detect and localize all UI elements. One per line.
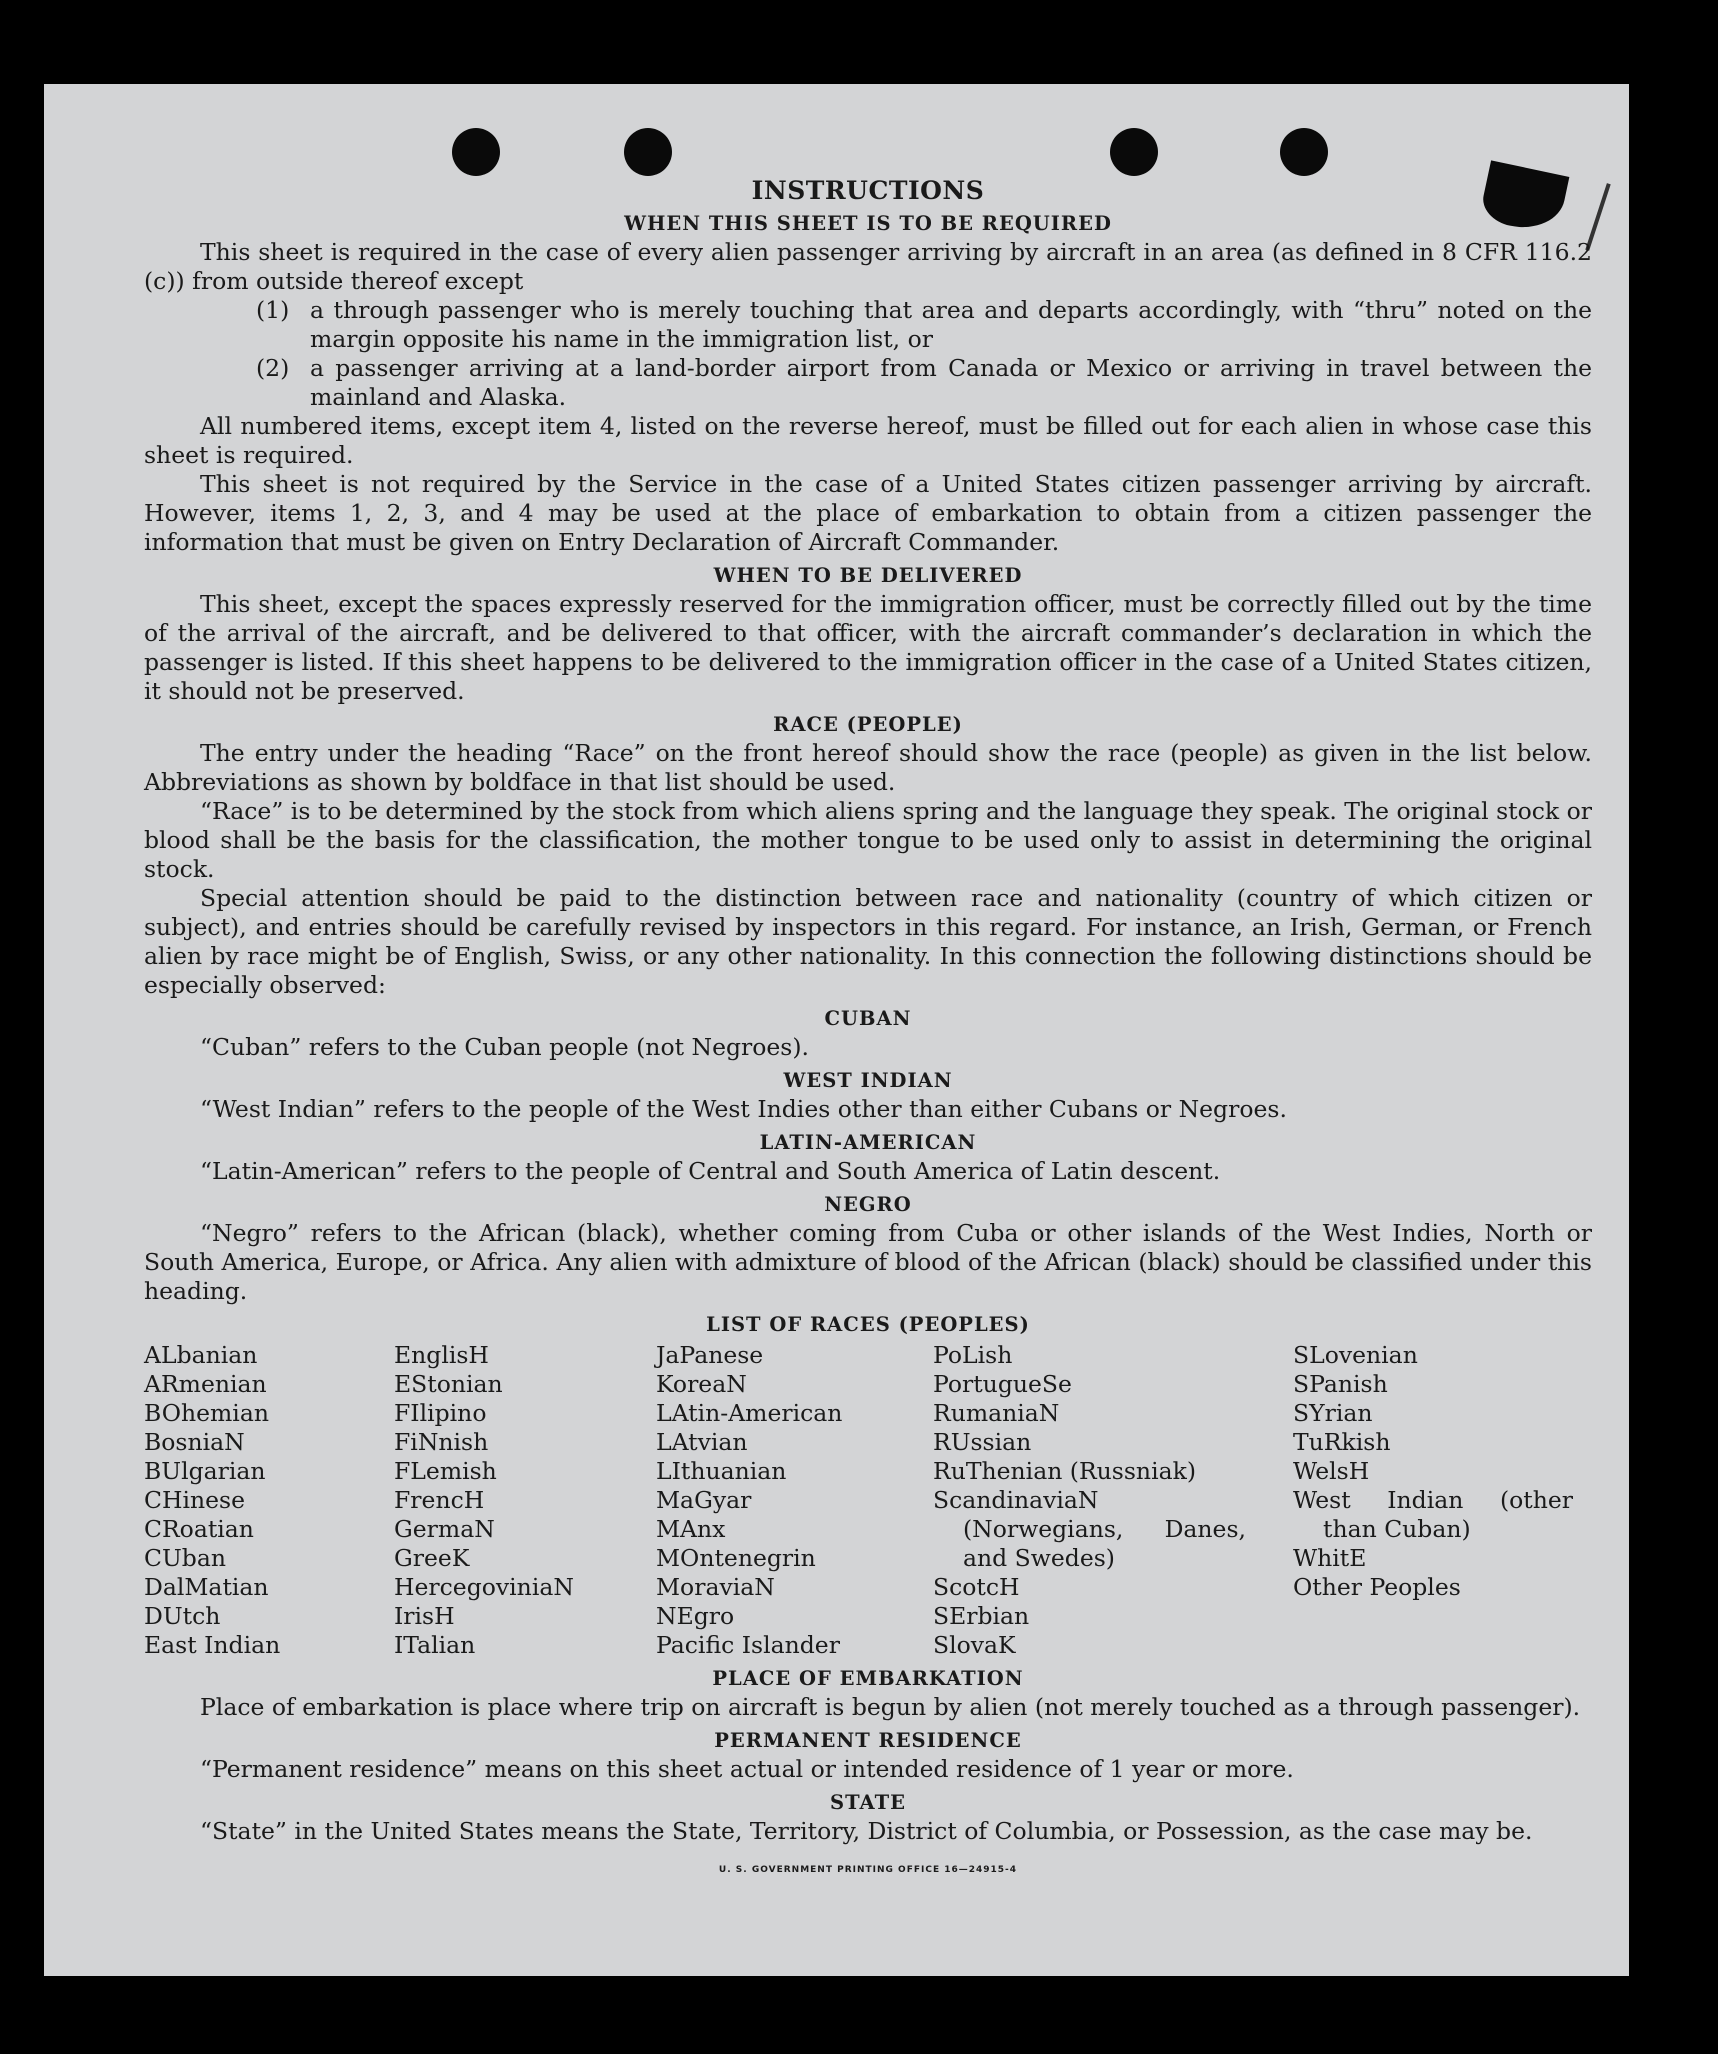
race-item: CHinese — [144, 1486, 245, 1514]
race-item: ALbanian — [144, 1341, 258, 1369]
race-item: LAtvian — [656, 1428, 748, 1456]
paragraph: This sheet, except the spaces expressly reserved for the immigration officer, must be correctly filled out by the time of the arrival of the aircraft, and be delivered to that officer, with the aircraft commander’s declaration in which the passenger is listed. If this sheet happens to be delivered to the immigration officer in the case of a United States citizen, it should not be preserved. — [144, 590, 1592, 705]
section-heading: WEST INDIAN — [783, 1069, 953, 1092]
race-item: ScotcH — [933, 1573, 1020, 1601]
race-column — [144, 1341, 394, 1660]
race-item: GermaN — [394, 1515, 495, 1543]
race-item: GreeK — [394, 1544, 470, 1572]
punch-hole — [1280, 128, 1328, 176]
race-item: TuRkish — [1293, 1428, 1391, 1456]
punch-hole — [1110, 128, 1158, 176]
race-item: FIlipino — [394, 1399, 487, 1427]
printer-imprint: U. S. GOVERNMENT PRINTING OFFICE 16—24915-4 — [718, 1865, 1018, 1875]
paragraph: All numbered items, except item 4, listed on the reverse hereof, must be filled out for each alien in whose case this sheet is required. — [144, 412, 1592, 469]
race-item: ITalian — [394, 1631, 476, 1659]
item-text: a through passenger who is merely touching that area and departs accordingly, with “thru” noted on the margin opposite his name in the immigration list, or — [310, 296, 1592, 353]
race-item: FrencH — [394, 1486, 485, 1514]
race-item: WhitE — [1293, 1544, 1367, 1572]
list-item — [256, 354, 1592, 412]
race-item: FLemish — [394, 1457, 497, 1485]
race-item: DalMatian — [144, 1573, 269, 1601]
paragraph: “Race” is to be determined by the stock from which aliens spring and the language they speak. The original stock or blood shall be the basis for the classification, the mother tongue to be used only to assist in determining the original stock. — [144, 797, 1592, 883]
race-item: DUtch — [144, 1602, 221, 1630]
race-item: PortugueSe — [933, 1370, 1072, 1398]
item-text: a passenger arriving at a land-border airport from Canada or Mexico or arriving in travel between the mainland and Alaska. — [310, 354, 1592, 411]
race-item: MAnx — [656, 1515, 726, 1543]
race-item: RumaniaN — [933, 1399, 1060, 1427]
paragraph: The entry under the heading “Race” on the front hereof should show the race (people) as given in the list below. Abbreviations as shown by boldface in that list should be used. — [144, 739, 1592, 796]
paragraph: “Latin-American” refers to the people of Central and South America of Latin descent. — [200, 1157, 1221, 1185]
paragraph: This sheet is not required by the Service in the case of a United States citizen passenger arriving by aircraft. However, items 1, 2, 3, and 4 may be used at the place of embarkation to obtain from a citizen passenger the information that must be given on Entry Declaration of Aircraft Commander. — [144, 470, 1592, 556]
section-heading: NEGRO — [824, 1193, 912, 1216]
section-heading: WHEN TO BE DELIVERED — [713, 564, 1023, 587]
race-item: RUssian — [933, 1428, 1032, 1456]
paragraph: “Cuban” refers to the Cuban people (not Negroes). — [200, 1033, 810, 1061]
paragraph: “Permanent residence” means on this sheet actual or intended residence of 1 year or more. — [200, 1755, 1294, 1783]
punch-hole — [452, 128, 500, 176]
race-item: SErbian — [933, 1602, 1030, 1630]
race-item: Pacific Islander — [656, 1631, 840, 1659]
race-item: West Indian (other than Cuban) — [1293, 1486, 1573, 1543]
section-heading: RACE (PEOPLE) — [773, 713, 963, 736]
race-list — [144, 1341, 1592, 1660]
race-item: NEgro — [656, 1602, 735, 1630]
race-item: CRoatian — [144, 1515, 254, 1543]
item-number: (1) — [256, 296, 290, 324]
item-number: (2) — [256, 354, 290, 382]
race-item: Other Peoples — [1293, 1573, 1461, 1601]
race-column — [394, 1341, 656, 1660]
race-item: EnglisH — [394, 1341, 489, 1369]
race-item: KoreaN — [656, 1370, 747, 1398]
race-item: East Indian — [144, 1631, 281, 1659]
race-item: LAtin-American — [656, 1399, 843, 1427]
punch-hole — [624, 128, 672, 176]
document-sheet — [44, 84, 1629, 1976]
race-item: BUlgarian — [144, 1457, 266, 1485]
race-item: SPanish — [1293, 1370, 1388, 1398]
section-heading: PLACE OF EMBARKATION — [712, 1667, 1024, 1690]
race-item: HercegoviniaN — [394, 1573, 574, 1601]
paragraph: Special attention should be paid to the distinction between race and nationality (country of which citizen or subject), and entries should be carefully revised by inspectors in this regard. For instance, an Irish, German, or French alien by race might be of English, Swiss, or any other nationality. In this connection the following distinctions should be especially observed: — [144, 884, 1592, 999]
race-item: JaPanese — [656, 1341, 764, 1369]
race-item: MaGyar — [656, 1486, 752, 1514]
paragraph: This sheet is required in the case of every alien passenger arriving by aircraft in an area (as defined in 8 CFR 116.2 (c)) from outside thereof except — [144, 238, 1592, 295]
race-item: WelsH — [1293, 1457, 1370, 1485]
paragraph: “State” in the United States means the State, Territory, District of Columbia, or Possession, as the case may be. — [200, 1817, 1533, 1845]
race-column — [1293, 1341, 1573, 1660]
page-title: INSTRUCTIONS — [751, 176, 985, 205]
race-item: EStonian — [394, 1370, 503, 1398]
race-item: SYrian — [1293, 1399, 1373, 1427]
race-item: LIthuanian — [656, 1457, 787, 1485]
paragraph: Place of embarkation is place where trip on aircraft is begun by alien (not merely touched as a through passenger). — [200, 1693, 1581, 1721]
paragraph: “West Indian” refers to the people of the West Indies other than either Cubans or Negroes. — [200, 1095, 1287, 1123]
race-item: PoLish — [933, 1341, 1013, 1369]
paragraph: “Negro” refers to the African (black), whether coming from Cuba or other islands of the West Indies, North or South America, Europe, or Africa. Any alien with admixture of blood of the African (black) should be classified under this heading. — [144, 1219, 1592, 1305]
race-item: CUban — [144, 1544, 226, 1572]
section-heading: LIST OF RACES (PEOPLES) — [706, 1313, 1030, 1336]
race-item: SlovaK — [933, 1631, 1016, 1659]
race-item: ARmenian — [144, 1370, 267, 1398]
section-heading: STATE — [830, 1791, 906, 1814]
instructions-content — [144, 174, 1592, 1885]
race-column — [656, 1341, 933, 1660]
section-heading: WHEN THIS SHEET IS TO BE REQUIRED — [624, 212, 1112, 235]
race-item: RuThenian (Russniak) — [933, 1457, 1196, 1485]
section-heading: LATIN-AMERICAN — [759, 1131, 977, 1154]
race-item: BosniaN — [144, 1428, 245, 1456]
section-heading: PERMANENT RESIDENCE — [714, 1729, 1022, 1752]
race-item: SLovenian — [1293, 1341, 1418, 1369]
race-column — [933, 1341, 1293, 1660]
race-item: ScandinaviaN (Norwegians, Danes, and Swedes) — [933, 1486, 1246, 1572]
race-item: MoraviaN — [656, 1573, 775, 1601]
race-item: FiNnish — [394, 1428, 489, 1456]
race-item: IrisH — [394, 1602, 455, 1630]
section-heading: CUBAN — [824, 1007, 912, 1030]
race-item: BOhemian — [144, 1399, 269, 1427]
list-item — [256, 296, 1592, 354]
race-item: MOntenegrin — [656, 1544, 816, 1572]
